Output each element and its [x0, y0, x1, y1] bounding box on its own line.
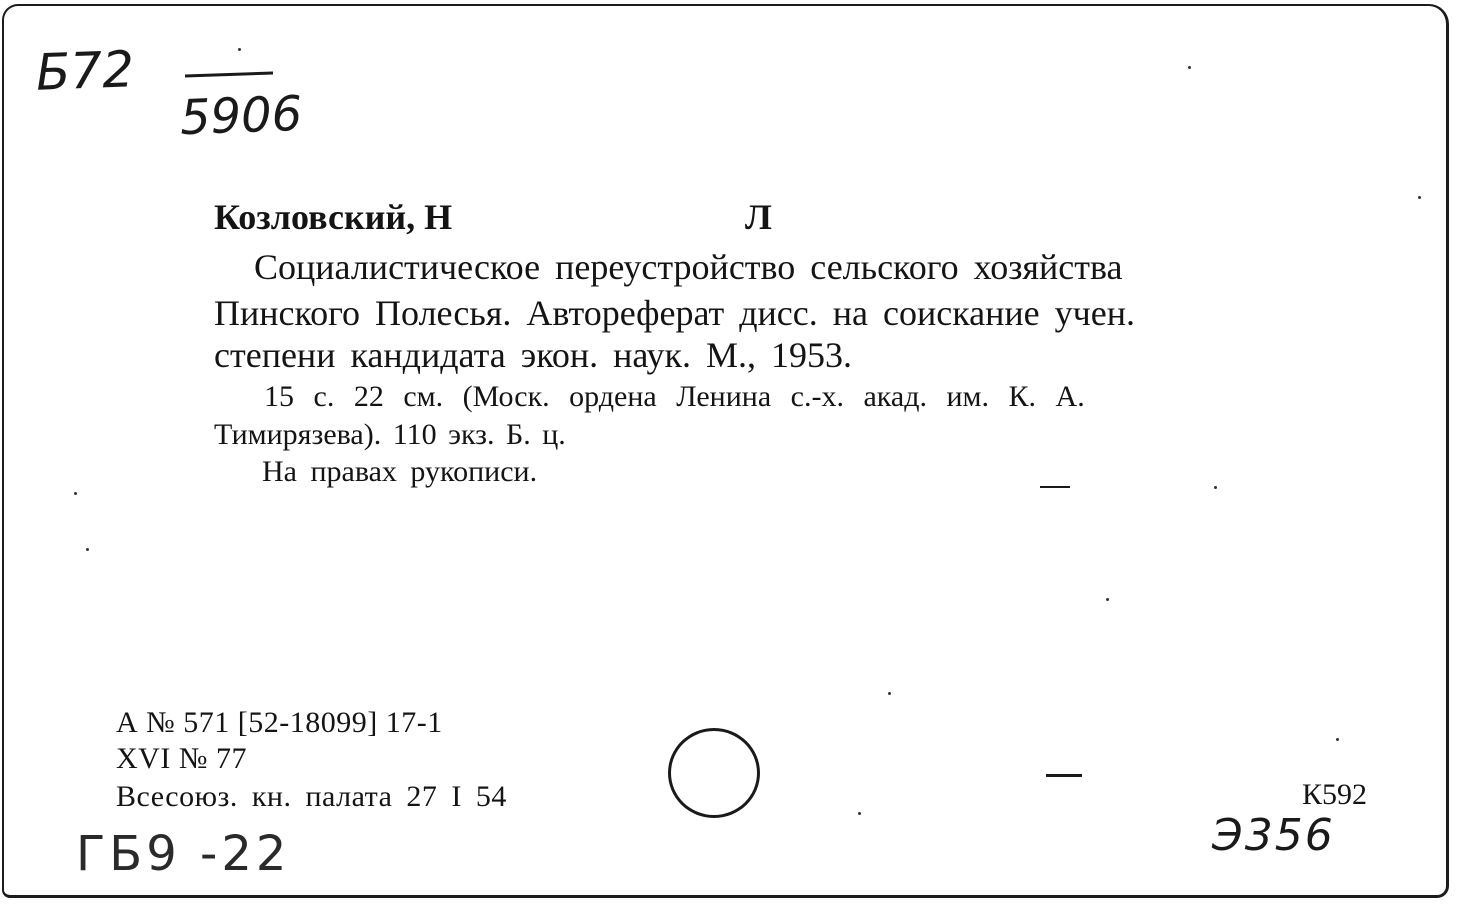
mark-speck	[1214, 486, 1217, 489]
title-line-2: Пинского Полесья. Автореферат дисс. на соискание учен.	[214, 293, 1136, 333]
author-initial: Л	[745, 197, 772, 237]
mark-speck	[858, 812, 861, 815]
mark-dash	[1046, 774, 1082, 777]
mark-dash	[1040, 486, 1070, 488]
physical-description-cont: Тимирязева). 110 экз. Б. ц.	[214, 418, 566, 451]
mark-speck	[74, 492, 77, 495]
rights-note: На правах рукописи.	[262, 455, 538, 488]
mark-speck	[1188, 66, 1191, 69]
title-line-1: Социалистическое переустройство сельского хозяйства	[254, 247, 1123, 287]
mark-speck	[238, 48, 241, 51]
mark-speck	[1336, 738, 1339, 741]
call-number-sub: 5906	[179, 85, 304, 147]
mark-speck	[888, 692, 891, 695]
call-number-main: Б72	[35, 40, 135, 102]
footer-accession: А № 571 [52-18099] 17-1	[116, 706, 443, 739]
footer-series: XVI № 77	[116, 742, 247, 775]
handwritten-shelf-mark: ГБ9 -22	[76, 826, 291, 882]
footer-code: К592	[1302, 778, 1368, 811]
mark-speck	[1418, 196, 1421, 199]
title-line-3: степени кандидата экон. наук. М., 1953.	[214, 335, 853, 375]
mark-speck	[1106, 598, 1109, 601]
author-name: Козловский, Н	[214, 197, 453, 237]
footer-chamber: Всесоюз. кн. палата 27 I 54	[116, 780, 507, 813]
circle-stamp	[668, 728, 760, 818]
handwritten-inventory-number: Э356	[1212, 810, 1335, 861]
physical-description: 15 с. 22 см. (Моск. ордена Ленина с.-х. акад. им. К. А.	[264, 380, 1085, 413]
mark-speck	[86, 548, 89, 551]
